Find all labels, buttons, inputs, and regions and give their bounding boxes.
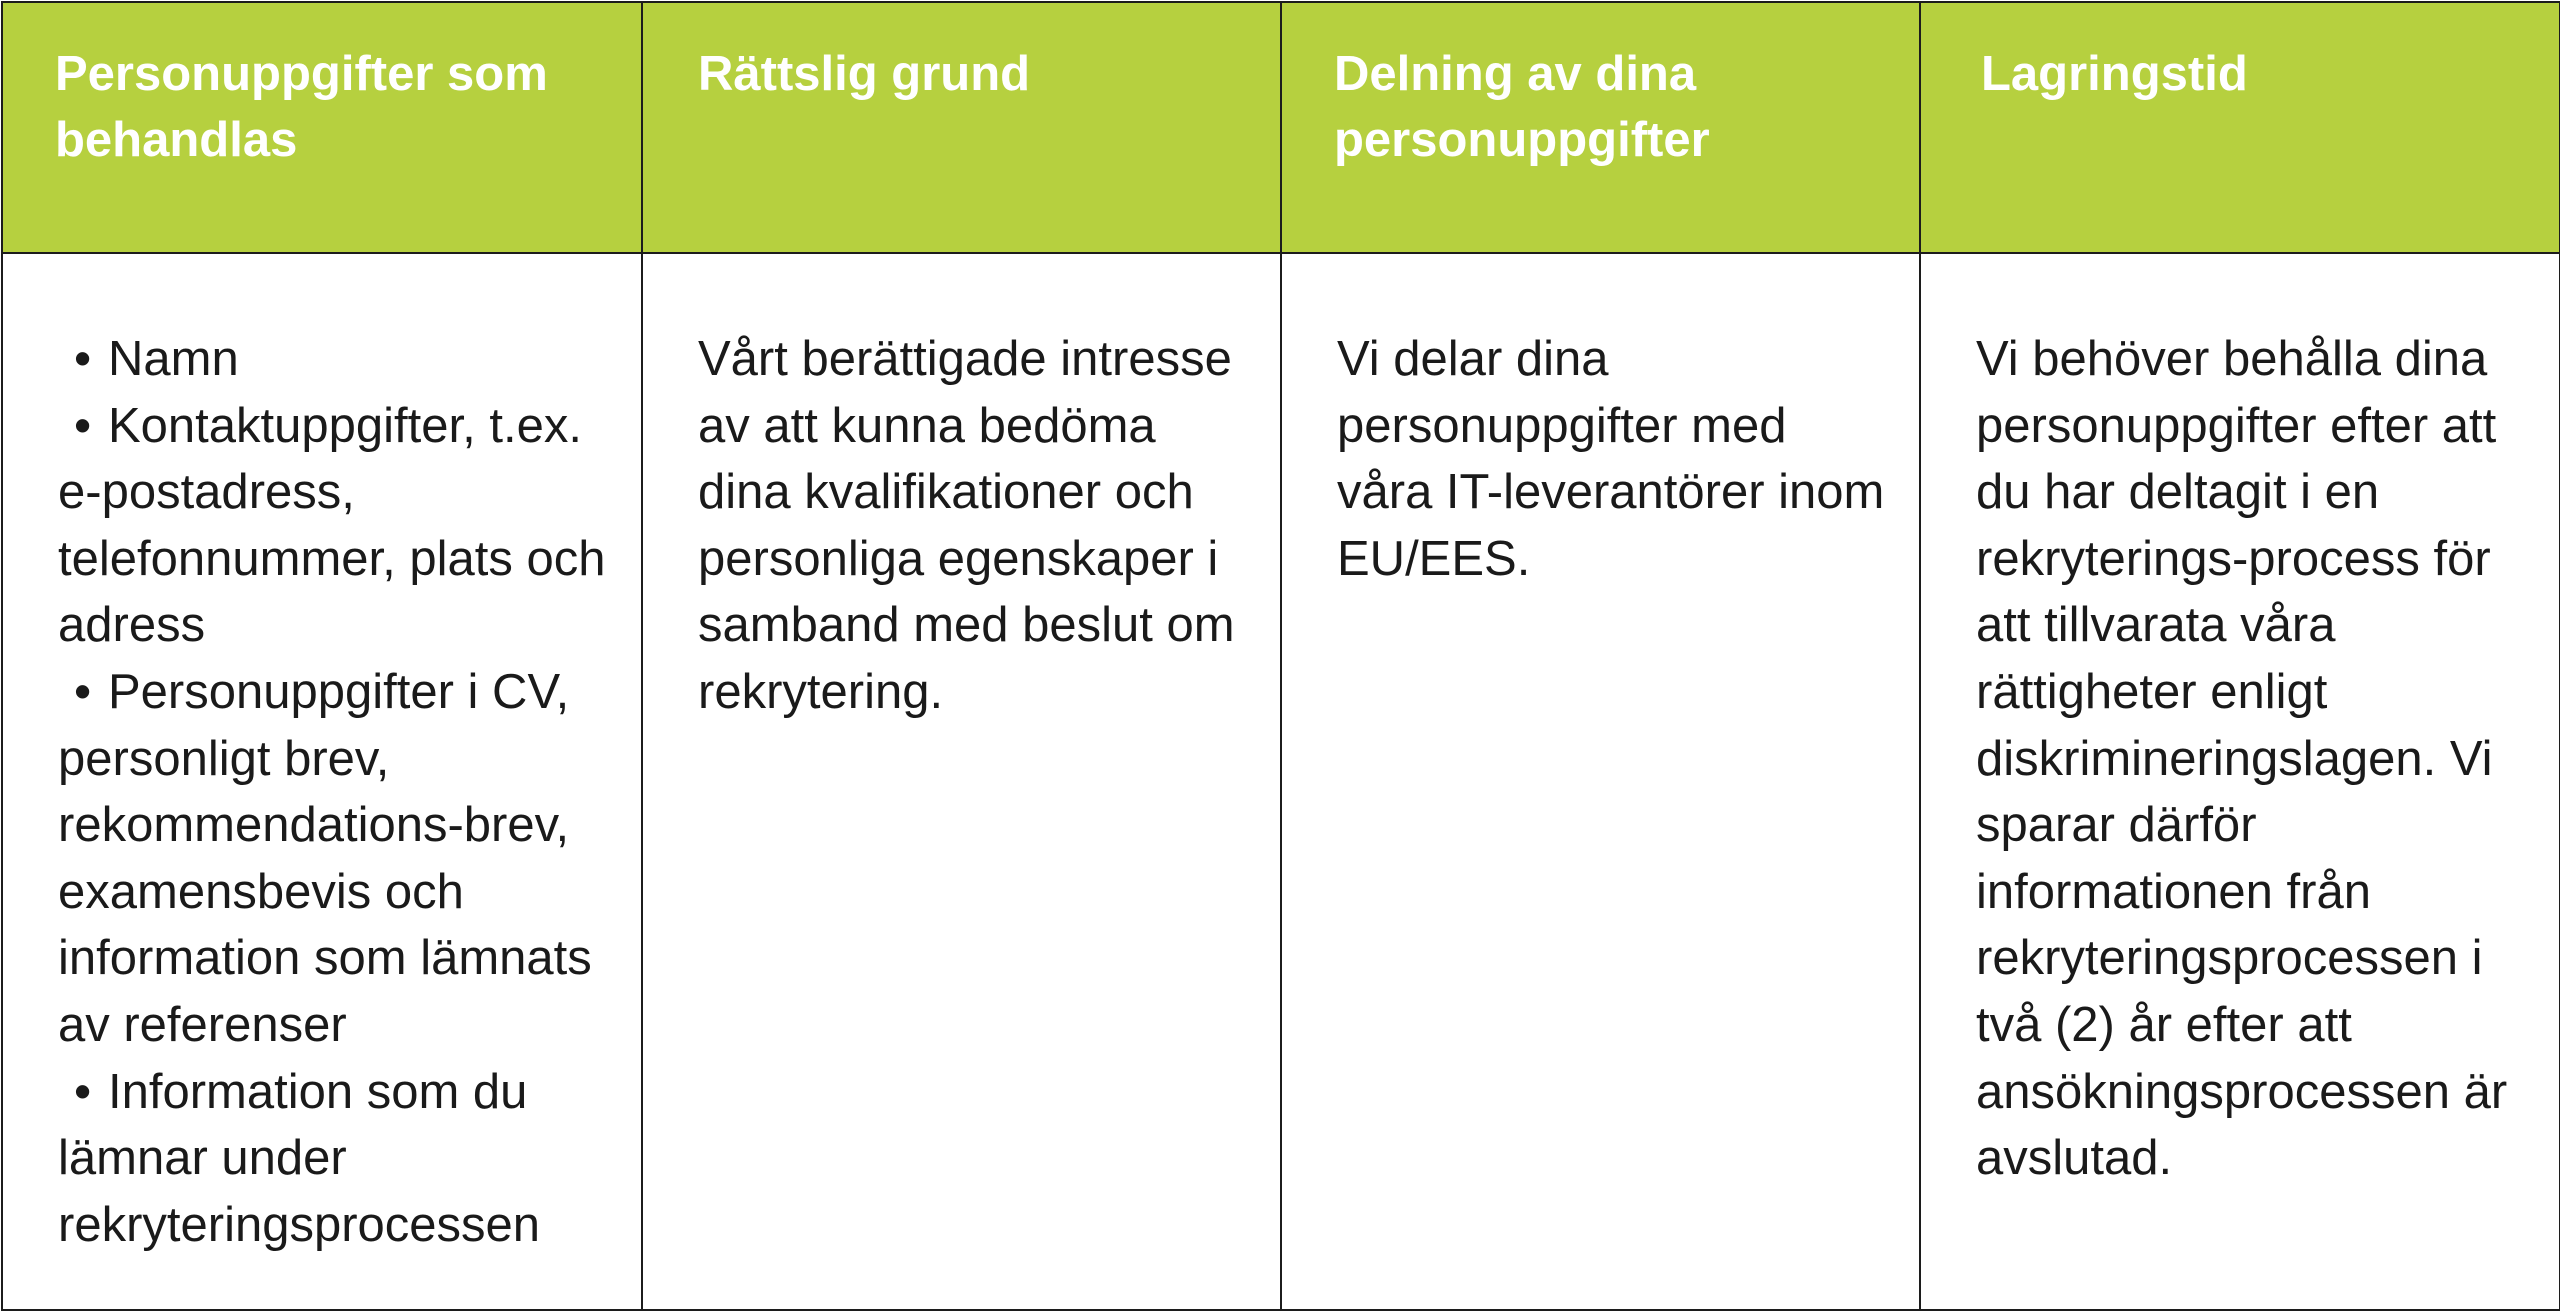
header-retention-period: Lagringstid <box>1920 2 2560 253</box>
header-personal-data-processed: Personuppgifter som behandlas <box>2 2 642 253</box>
table-row <box>2 253 2560 1310</box>
bullet-icon: • <box>74 664 92 719</box>
personal-data-bullet-list <box>58 326 613 1258</box>
personal-data-processing-table <box>1 1 2560 1311</box>
cell-legal-basis-text: Vårt berättigade intresse av att kunna bedöma dina kvalifikationer och personliga egenskaper i samband med beslut om rekrytering. <box>642 253 1281 1310</box>
list-item: • Information som du lämnar under rekryteringsprocessen <box>58 1059 613 1259</box>
header-legal-basis: Rättslig grund <box>642 2 1281 253</box>
bullet-icon: • <box>74 1064 92 1119</box>
table-header-row <box>2 2 2560 253</box>
bullet-icon: • <box>74 398 92 453</box>
bullet-icon: • <box>74 332 92 386</box>
list-item: • Namn <box>58 326 613 393</box>
list-item: • Kontaktuppgifter, t.ex. e-postadress, telefonnummer, plats och adress <box>58 393 613 659</box>
cell-sharing-text: Vi delar dina personuppgifter med våra IT-leverantörer inom EU/EES. <box>1281 253 1920 1310</box>
cell-personal-data-list <box>2 253 642 1310</box>
cell-retention-text: Vi behöver behålla dina personuppgifter efter att du har deltagit i en rekryterings-process för att tillvarata våra rättigheter enligt diskrimineringslagen. Vi sparar därför informationen från rekryteringsprocessen i två (2) år efter att ansökningsprocessen är avslutad. <box>1920 253 2560 1310</box>
header-sharing-of-data: Delning av dina personuppgifter <box>1281 2 1920 253</box>
list-item: • Personuppgifter i CV, personligt brev, rekommendations-brev, examensbevis och information som lämnats av referenser <box>58 659 613 1059</box>
